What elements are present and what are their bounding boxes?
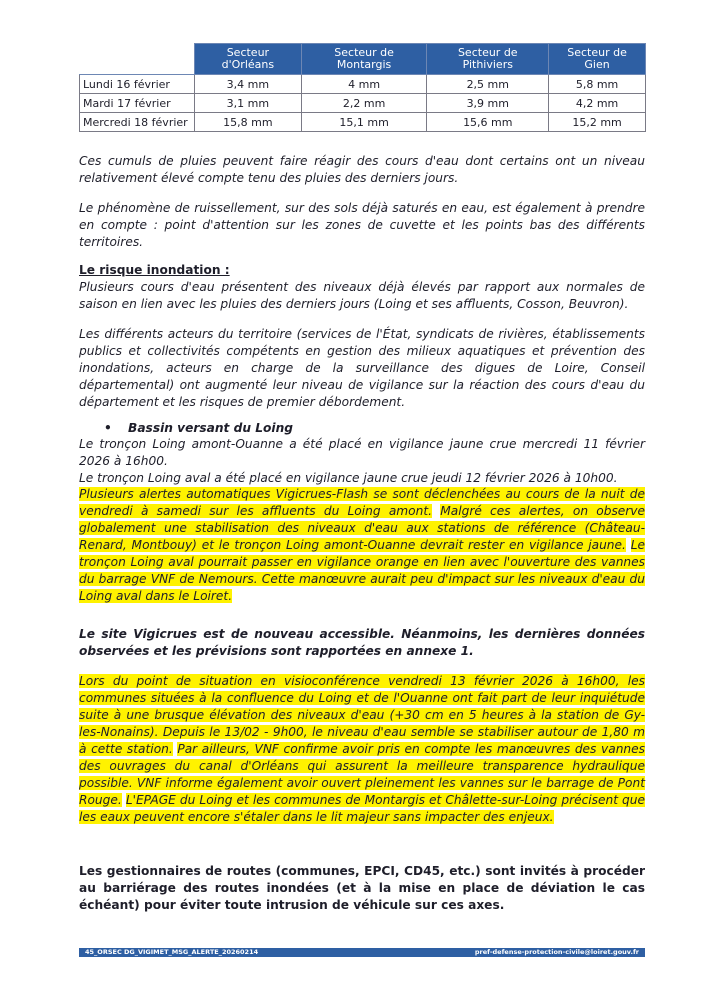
highlight-visio: Lors du point de situation en visioconférence vendredi 13 février 2026 à 16h00, les communes situées à la confluence du Loing et de l'Ouanne ont fait part de leur inquiétude suite à une brusque élévation des niveaux d'eau (+30 cm en 5 heures à la station de Gy-les-Nonains). Depuis le 13/02 - 9h00, le niveau d'eau semble se stabiliser autour de 1,80 m à cette station. <box>79 674 645 756</box>
page-footer <box>79 948 645 957</box>
table-cell: 3,4 mm <box>195 75 302 94</box>
paragraph-routes: Les gestionnaires de routes (communes, EPCI, CD45, etc.) sont invités à procéder au barriérage des routes inondées (et à la mise en place de déviation le cas échéant) pour éviter toute intrusion de véhicule sur ces axes. <box>79 864 645 912</box>
highlight-malgre: Malgré ces alertes, on observe globalement une stabilisation des niveaux d'eau aux stations de référence (Château-Renard, Montbouy) et le tronçon Loing amont-Ouanne devrait rester en vigilance jaune. <box>79 504 646 552</box>
rainfall-table <box>79 43 646 132</box>
row-day: Mercredi 18 février <box>80 113 195 132</box>
paragraph-troncon-aval: Le tronçon Loing aval a été placé en vigilance jaune crue jeudi 12 février 2026 à 10h00. <box>79 471 618 485</box>
table-cell: 15,6 mm <box>427 113 549 132</box>
column-header: Secteur de Pithiviers <box>427 44 549 75</box>
column-header: Secteur de Gien <box>549 44 646 75</box>
column-header: Secteur de Montargis <box>301 44 427 75</box>
row-day: Lundi 16 février <box>80 75 195 94</box>
paragraph-troncon-amont: Le tronçon Loing amont-Ouanne a été placé en vigilance jaune crue mercredi 11 février 2026 à 16h00. <box>79 437 645 468</box>
highlight-orange: Le tronçon Loing aval pourrait passer en vigilance orange en lien avec l'ouverture des vannes du barrage VNF de Nemours. Cette manœuvre aurait peu d'impact sur les niveaux d'eau du Loing aval dans le Loiret. <box>79 538 645 603</box>
table-cell: 2,2 mm <box>301 94 427 113</box>
paragraph-acteurs: Les différents acteurs du territoire (services de l'État, syndicats de rivières, établissements publics et collectivités compétents en gestion des milieux aquatiques et prévention des inondations, acteurs en charge de la surveillance des digues de Loire, Conseil départemental) ont augmenté leur niveau de vigilance sur la réaction des cours d'eau du département et les risques de premier débordement. <box>79 327 645 409</box>
paragraph-cumuls: Ces cumuls de pluies peuvent faire réagir des cours d'eau dont certains ont un niveau relativement élevé compte tenu des pluies des derniers jours. <box>79 154 645 185</box>
table-cell: 15,8 mm <box>195 113 302 132</box>
bullet-icon: • <box>104 421 112 435</box>
bullet-bassin-loing <box>104 421 293 435</box>
table-row <box>80 113 646 132</box>
table-cell: 3,9 mm <box>427 94 549 113</box>
table-header-row <box>80 44 646 75</box>
column-header: Secteur d'Orléans <box>195 44 302 75</box>
row-day: Mardi 17 février <box>80 94 195 113</box>
footer-document-id: 45_ORSEC DG_VIGIMET_MSG_ALERTE_20260214 <box>85 948 259 956</box>
table-cell: 15,1 mm <box>301 113 427 132</box>
highlighted-block-alertes <box>79 486 645 605</box>
table-cell: 4 mm <box>301 75 427 94</box>
paragraph-risque: Plusieurs cours d'eau présentent des niveaux déjà élevés par rapport aux normales de saison en lien avec les pluies des derniers jours (Loing et ses affluents, Cosson, Beuvron). <box>79 280 645 311</box>
highlight-alertes: Plusieurs alertes automatiques Vigicrues-Flash se sont déclenchées au cours de la nuit de vendredi à samedi sur les affluents du Loing amont. <box>79 487 645 518</box>
table-cell: 15,2 mm <box>549 113 646 132</box>
highlighted-block-visio <box>79 673 645 826</box>
highlight-vnf: Par ailleurs, VNF confirme avoir pris en compte les manœuvres des vannes des ouvrages du canal d'Orléans qui assurent la meilleure transparence hydraulique possible. VNF informe également avoir ouvert pleinement les vannes sur le barrage de Pont Rouge. <box>79 742 645 807</box>
table-corner <box>80 44 195 75</box>
highlight-epage: L'EPAGE du Loing et les communes de Montargis et Châlette-sur-Loing précisent que les eaux peuvent encore s'étaler dans le lit majeur sans impacter des enjeux. <box>79 793 646 824</box>
paragraph-vigicrues: Le site Vigicrues est de nouveau accessible. Néanmoins, les dernières données observées et les prévisions sont rapportées en annexe 1. <box>79 627 645 658</box>
paragraph-ruissellement: Le phénomène de ruissellement, sur des sols déjà saturés en eau, est également à prendre en compte : point d'attention sur les zones de cuvette et les points bas des différents territoires. <box>79 201 645 249</box>
table-cell: 5,8 mm <box>549 75 646 94</box>
heading-risque-inondation: Le risque inondation : <box>79 263 230 277</box>
table-row <box>80 94 646 113</box>
bullet-label: Bassin versant du Loing <box>128 421 293 435</box>
table-row <box>80 75 646 94</box>
footer-email-link[interactable]: pref-defense-protection-civile@loiret.gouv.fr <box>474 948 639 956</box>
table-cell: 4,2 mm <box>549 94 646 113</box>
table-cell: 3,1 mm <box>195 94 302 113</box>
table-cell: 2,5 mm <box>427 75 549 94</box>
